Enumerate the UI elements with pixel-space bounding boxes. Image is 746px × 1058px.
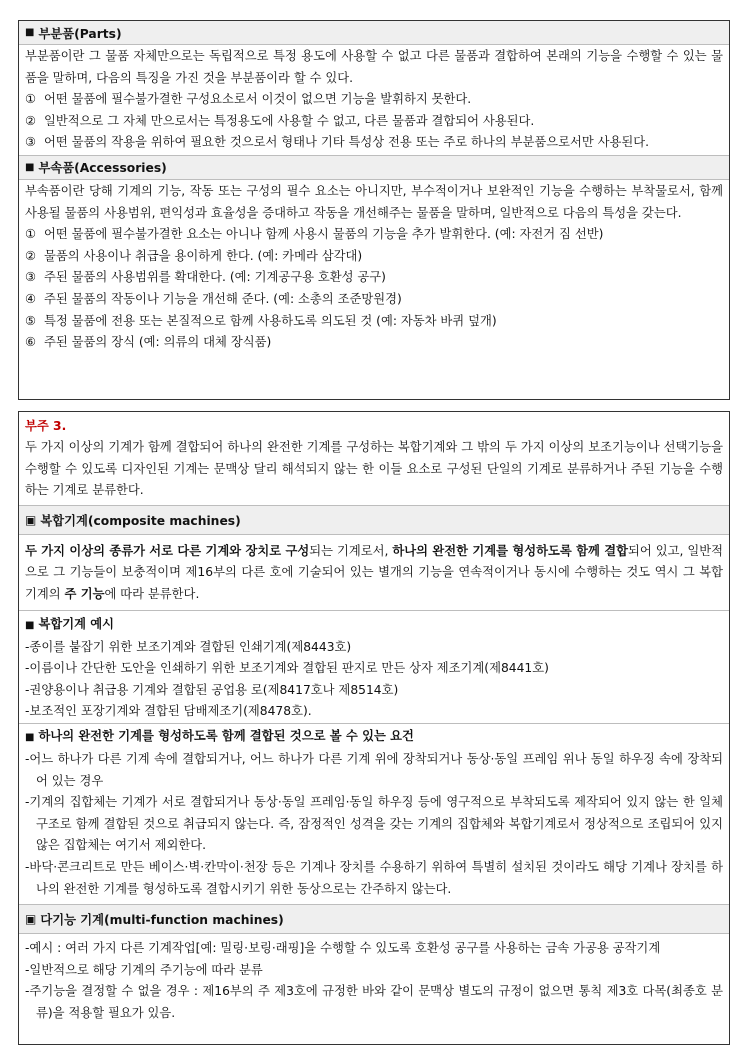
bold-phrase: 주 기능 bbox=[64, 586, 105, 601]
composite-title: 복합기계(composite machines) bbox=[40, 513, 241, 528]
item-text: 어떤 물품에 필수불가결한 요소는 아니나 함께 사용시 물품의 기능을 추가 발휘한다. (예: 자전거 짐 선반) bbox=[44, 227, 604, 242]
parts-item bbox=[25, 132, 723, 154]
accessories-section bbox=[19, 180, 729, 354]
parts-title: 부분품(Parts) bbox=[38, 26, 122, 41]
note3-box bbox=[18, 411, 730, 1045]
item-number: ① bbox=[25, 92, 37, 107]
example-item: -이름이나 간단한 도안을 인쇄하기 위한 보조기계와 결합된 판지로 만든 상자 제조기계(제8441호) bbox=[25, 661, 549, 676]
black-square-icon: ■ bbox=[25, 161, 35, 173]
composite-section bbox=[19, 535, 729, 900]
black-square-icon: ■ bbox=[25, 27, 35, 38]
item-number: ② bbox=[25, 248, 37, 263]
square-bullet-icon: ▣ bbox=[25, 912, 37, 927]
parts-accessories-box bbox=[18, 20, 730, 400]
parts-item bbox=[25, 89, 723, 111]
requirements-title: 하나의 완전한 기계를 형성하도록 함께 결합된 것으로 볼 수 있는 요건 bbox=[38, 728, 414, 743]
requirements-heading bbox=[25, 725, 723, 749]
item-text: 특정 물품에 전용 또는 본질적으로 함께 사용하도록 의도된 것 (예: 자동차 바퀴 덮개) bbox=[44, 313, 497, 328]
accessories-intro: 부속품이란 당해 기계의 기능, 작동 또는 구성의 필수 요소는 아니지만, 부수적이거나 보완적인 기능을 수행하는 부착물로서, 함께 사용될 물품의 사용범위, 편익성과 효율성을 증대하고 작동을 개선해주는 물품을 말하며, 일반적으로 다음의 특성을 갖는다. bbox=[25, 183, 723, 220]
divider bbox=[19, 723, 729, 724]
composite-paragraph bbox=[25, 541, 723, 606]
item-number: ⑤ bbox=[25, 313, 37, 328]
accessories-title: 부속품(Accessories) bbox=[38, 161, 167, 176]
accessories-item bbox=[25, 267, 723, 289]
text-run: 되어 있고, 일반적으로 그 기능들이 보충적이며 제16부의 다른 호에 기술되어 있는 별개의 기능을 연속적이거나 동시에 수행하는 것도 역시 그 복합기계의 bbox=[25, 543, 723, 601]
parts-intro: 부분품이란 그 물품 자체만으로는 독립적으로 특정 용도에 사용할 수 없고 다른 물품과 결합하여 본래의 기능을 수행할 수 있는 물품을 말하며, 다음의 특징을 가진 것을 부분품이라 할 수 있다. bbox=[25, 49, 723, 85]
square-bullet-icon: ▣ bbox=[25, 512, 37, 527]
accessories-item bbox=[25, 332, 723, 354]
example-item: -종이를 붙잡기 위한 보조기계와 결합된 인쇄기계(제8443호) bbox=[25, 639, 352, 654]
bold-phrase: 하나의 완전한 기계를 형성하도록 함께 결합 bbox=[392, 543, 628, 558]
examples-title: 복합기계 예시 bbox=[38, 616, 115, 631]
item-number: ① bbox=[25, 227, 37, 242]
item-text: 어떤 물품의 작용을 위하여 필요한 것으로서 형태나 기타 특성상 전용 또는 주로 하나의 부분품으로서만 사용된다. bbox=[44, 135, 650, 150]
examples-heading bbox=[25, 613, 723, 637]
example-item: -권양용이나 취급용 기계와 결합된 공업용 로(제8417호나 제8514호) bbox=[25, 682, 399, 697]
item-text: 어떤 물품에 필수불가결한 구성요소로서 이것이 없으면 기능을 발휘하지 못한다. bbox=[44, 92, 472, 107]
multifunction-section bbox=[19, 934, 729, 1024]
accessories-item bbox=[25, 224, 723, 246]
note3-title: 부주 3. bbox=[25, 419, 67, 433]
item-text: 일반적으로 그 자체 만으로서는 특정용도에 사용할 수 없고, 다른 물품과 결합되어 사용된다. bbox=[44, 113, 535, 128]
parts-header bbox=[19, 21, 729, 45]
accessories-item bbox=[25, 246, 723, 268]
black-square-icon: ■ bbox=[25, 731, 35, 743]
accessories-item bbox=[25, 289, 723, 311]
accessories-header bbox=[19, 155, 729, 180]
text-run: 되는 기계로서, bbox=[309, 543, 393, 558]
black-square-icon: ■ bbox=[25, 619, 35, 631]
item-text: 주된 물품의 작동이나 기능을 개선해 준다. (예: 소총의 조준망원경) bbox=[44, 291, 402, 306]
parts-item bbox=[25, 111, 723, 133]
requirement-item: -기계의 집합체는 기계가 서로 결합되거나 동상·동일 프레임·동일 하우징 등에 영구적으로 부착되도록 제작되어 있지 않는 한 일체 구조로 함께 결합된 것으로 취급되지 않는다. 즉, 잠정적인 성격을 갖는 기계의 집합체와 복합기계로서 정상적으로 조립되어 있지 않은 집합체는 여기서 제외한다. bbox=[25, 795, 723, 853]
item-text: 물품의 사용이나 취급을 용이하게 한다. (예: 카메라 삼각대) bbox=[44, 248, 363, 263]
text-run: 에 따라 분류한다. bbox=[104, 586, 200, 601]
note3-text: 두 가지 이상의 기계가 함께 결합되어 하나의 완전한 기계를 구성하는 복합기계와 그 밖의 두 가지 이상의 보조기능이나 선택기능을 수행할 수 있도록 디자인된 기계는 문맥상 달리 해석되지 않는 한 이들 요소로 구성된 단일의 기계로 분류하거나 주된 기능을 수행하는 기계로 분류한다. bbox=[25, 440, 723, 498]
requirement-item: -어느 하나가 다른 기계 속에 결합되거나, 어느 하나가 다른 기계 위에 장착되거나 동상·동일 프레임 위나 동일 하우징 속에 장착되어 있는 경우 bbox=[25, 751, 723, 788]
multifunction-title: 다기능 기계(multi-function machines) bbox=[40, 913, 284, 928]
accessories-item bbox=[25, 311, 723, 333]
item-text: 주된 물품의 사용범위를 확대한다. (예: 기계공구용 호환성 공구) bbox=[44, 270, 386, 285]
multifunction-item: -주기능을 결정할 수 없을 경우 : 제16부의 주 제3호에 규정한 바와 같이 문맥상 별도의 규정이 없으면 통칙 제3호 다목(최종호 분류)을 적용할 필요가 있음. bbox=[25, 984, 723, 1020]
note3-section bbox=[19, 412, 729, 502]
composite-header bbox=[19, 505, 729, 535]
item-number: ④ bbox=[25, 291, 37, 306]
multifunction-header bbox=[19, 904, 729, 934]
parts-section bbox=[19, 45, 729, 154]
multifunction-item: -예시 : 여러 가지 다른 기계작업[예: 밀링·보링·래핑]을 수행할 수 있도록 호환성 공구를 사용하는 금속 가공용 공작기계 bbox=[25, 941, 661, 956]
item-number: ③ bbox=[25, 270, 37, 285]
item-number: ② bbox=[25, 113, 37, 128]
item-text: 주된 물품의 장식 (예: 의류의 대체 장식품) bbox=[44, 335, 272, 350]
example-item: -보조적인 포장기계와 결합된 담배제조기(제8478호). bbox=[25, 704, 312, 719]
bold-phrase: 두 가지 이상의 종류가 서로 다른 기계와 장치로 구성 bbox=[25, 543, 310, 558]
item-number: ⑥ bbox=[25, 335, 37, 350]
divider bbox=[19, 610, 729, 611]
requirement-item: -바닥·콘크리트로 만든 베이스·벽·칸막이·천장 등은 기계나 장치를 수용하기 위하여 특별히 설치된 것이라도 해당 기계나 장치를 하나의 완전한 기계를 형성하도록 결합시키기 위한 동상으로는 간주하지 않는다. bbox=[25, 859, 723, 896]
multifunction-item: -일반적으로 해당 기계의 주기능에 따라 분류 bbox=[25, 962, 263, 977]
item-number: ③ bbox=[25, 135, 37, 150]
